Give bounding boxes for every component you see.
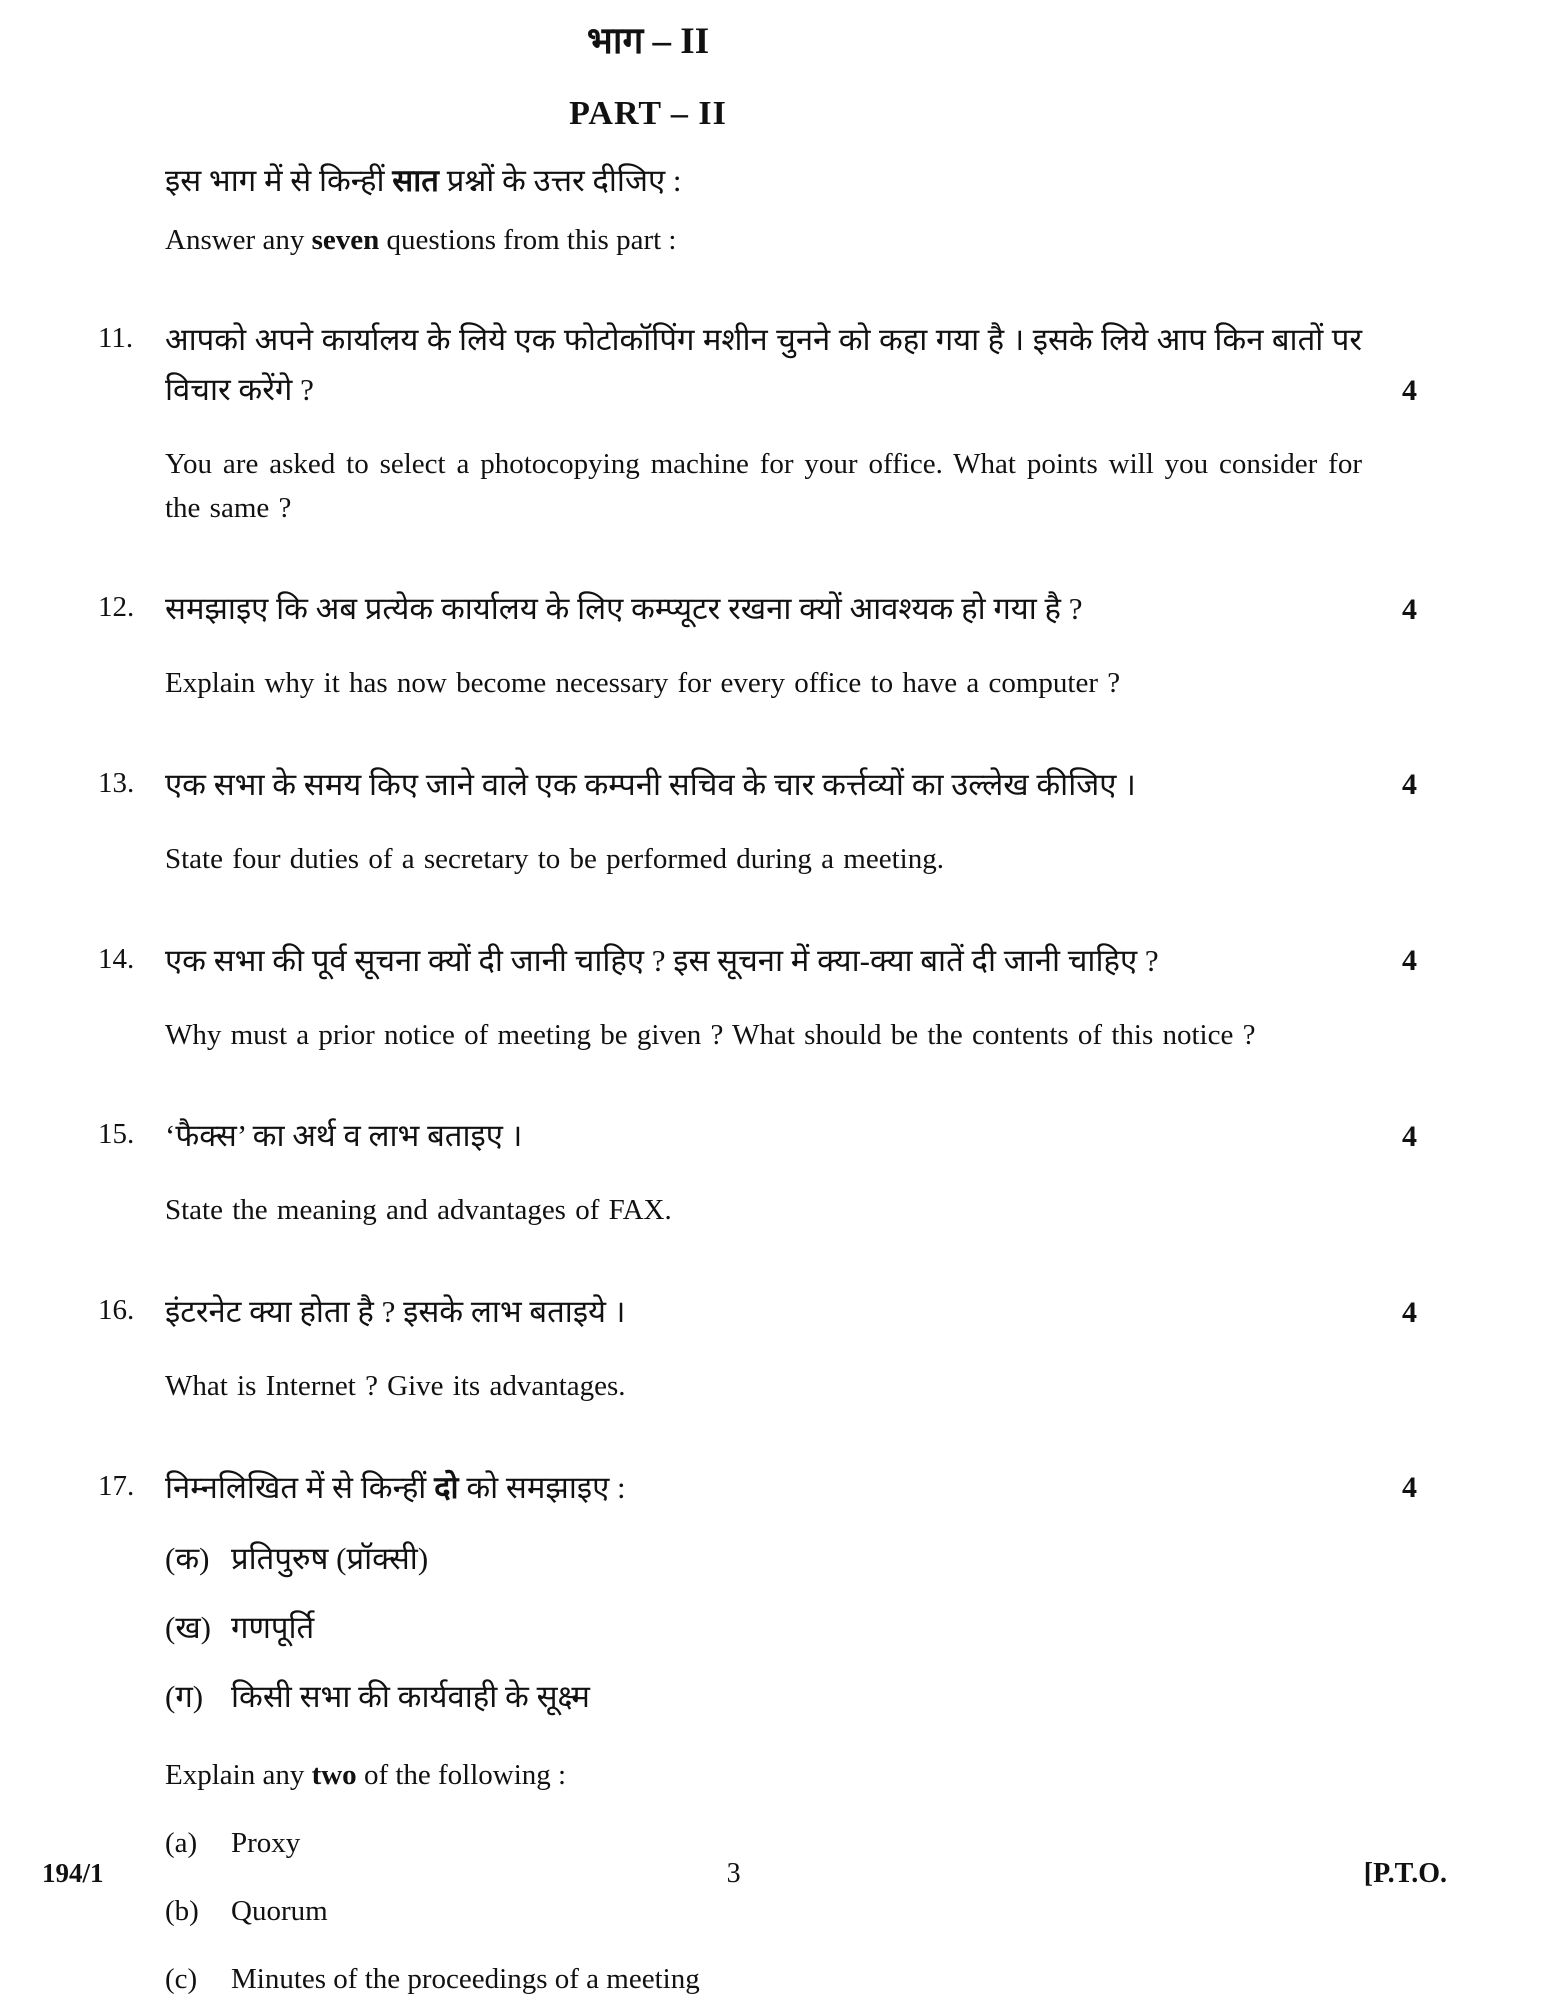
question-text-hindi: समझाइए कि अब प्रत्येक कार्यालय के लिए कम्प्यूटर रखना क्यों आवश्यक हो गया है ? — [165, 591, 1083, 627]
option-text: प्रतिपुरुष (प्रॉक्सी) — [231, 1540, 429, 1576]
question-number: 17. — [98, 1469, 135, 1502]
question-marks: 4 — [1402, 768, 1417, 802]
q17-english-post: of the following : — [356, 1758, 567, 1791]
question-text-hindi: एक सभा के समय किए जाने वाले एक कम्पनी सचिव के चार कर्त्तव्यों का उल्लेख कीजिए । — [165, 766, 1136, 802]
q17-english-options — [165, 1822, 1417, 2000]
question-marks: 4 — [1402, 1295, 1417, 1329]
option-label: (ख) — [165, 1609, 212, 1645]
q17-english-pre: Explain any — [165, 1758, 312, 1791]
option-label: (a) — [165, 1826, 198, 1859]
question-text-english: Explain why it has now become necessary for every office to have a computer ? — [165, 667, 1121, 700]
instruction-hindi-pre: इस भाग में से किन्हीं — [165, 162, 393, 198]
option-c — [165, 1958, 1417, 2000]
option-ka — [165, 1537, 1417, 1582]
question-11 — [98, 315, 1417, 530]
option-label: (b) — [165, 1894, 199, 1927]
instruction-hindi — [165, 159, 1362, 202]
option-ga — [165, 1675, 1417, 1720]
question-text-english: State four duties of a secretary to be performed during a meeting. — [165, 843, 944, 876]
option-label: (क) — [165, 1540, 210, 1576]
question-text-hindi: इंटरनेट क्या होता है ? इसके लाभ बताइये । — [165, 1293, 626, 1329]
instruction-hindi-post: प्रश्नों के उत्तर दीजिए : — [438, 162, 682, 198]
option-text: Proxy — [231, 1826, 301, 1859]
question-text-hindi: एक सभा की पूर्व सूचना क्यों दी जानी चाहिए ? इस सूचना में क्या-क्या बातें दी जानी चाहिए ? — [165, 942, 1159, 978]
question-marks: 4 — [1402, 1119, 1417, 1153]
question-marks: 4 — [1402, 592, 1417, 626]
question-text-english: State the meaning and advantages of FAX. — [165, 1194, 672, 1227]
option-text: किसी सभा की कार्यवाही के सूक्ष्म — [231, 1678, 590, 1714]
question-number: 13. — [98, 766, 135, 799]
question-marks: 4 — [1402, 1471, 1417, 1505]
option-text: गणपूर्ति — [231, 1609, 315, 1645]
question-15 — [98, 1111, 1417, 1233]
instruction-english-bold: seven — [311, 224, 380, 257]
question-marks: 4 — [1402, 944, 1417, 978]
paper-code: 194/1 — [42, 1858, 104, 1888]
heading-block — [98, 22, 1198, 133]
question-12 — [98, 584, 1417, 706]
q17-hindi-bold: दो — [434, 1469, 459, 1505]
question-number: 14. — [98, 942, 135, 975]
q17-english-bold: two — [311, 1758, 357, 1791]
option-text: Quorum — [231, 1894, 328, 1927]
question-17 — [98, 1463, 1417, 2000]
pto-label: [P.T.O. — [1363, 1858, 1447, 1889]
option-label: (ग) — [165, 1678, 204, 1714]
question-16 — [98, 1287, 1417, 1409]
option-text: Minutes of the proceedings of a meeting — [231, 1962, 700, 1995]
part-title-english: PART – II — [569, 94, 727, 132]
page-footer — [42, 1858, 1447, 1890]
instruction-english-post: questions from this part : — [379, 224, 677, 257]
question-text-hindi: आपको अपने कार्यालय के लिये एक फोटोकॉपिंग मशीन चुनने को कहा गया है । इसके लिये आप किन बातों पर विचार करेंगे ? — [165, 321, 1362, 407]
question-text-hindi: ‘फैक्स’ का अर्थ व लाभ बताइए । — [165, 1118, 523, 1154]
instruction-english — [165, 220, 1362, 261]
question-marks: 4 — [1402, 373, 1417, 407]
question-number: 11. — [98, 321, 134, 354]
question-text-english: You are asked to select a photocopying machine for your office. What points will you consider for the same ? — [165, 448, 1362, 524]
instruction-hindi-bold: सात — [392, 162, 439, 198]
instruction-english-pre: Answer any — [165, 224, 312, 257]
instructions — [165, 159, 1362, 261]
q17-hindi-pre: निम्नलिखित में से किन्हीं — [165, 1469, 435, 1505]
q17-hindi-post: को समझाइए : — [458, 1469, 626, 1505]
page-number: 3 — [726, 1858, 741, 1889]
question-14 — [98, 936, 1417, 1058]
q17-english-header — [165, 1754, 1417, 1796]
option-b — [165, 1890, 1417, 1932]
question-text-hindi — [165, 1463, 1362, 1513]
question-number: 15. — [98, 1118, 135, 1151]
part-title-hindi: भाग – II — [586, 21, 710, 62]
question-text-english: Why must a prior notice of meeting be given ? What should be the contents of this notice ? — [165, 1018, 1256, 1051]
option-label: (c) — [165, 1962, 198, 1995]
option-kha — [165, 1606, 1417, 1651]
question-13 — [98, 760, 1417, 882]
q17-hindi-options — [165, 1537, 1417, 1720]
question-text-english: What is Internet ? Give its advantages. — [165, 1370, 626, 1403]
question-number: 16. — [98, 1293, 135, 1326]
question-number: 12. — [98, 591, 135, 624]
